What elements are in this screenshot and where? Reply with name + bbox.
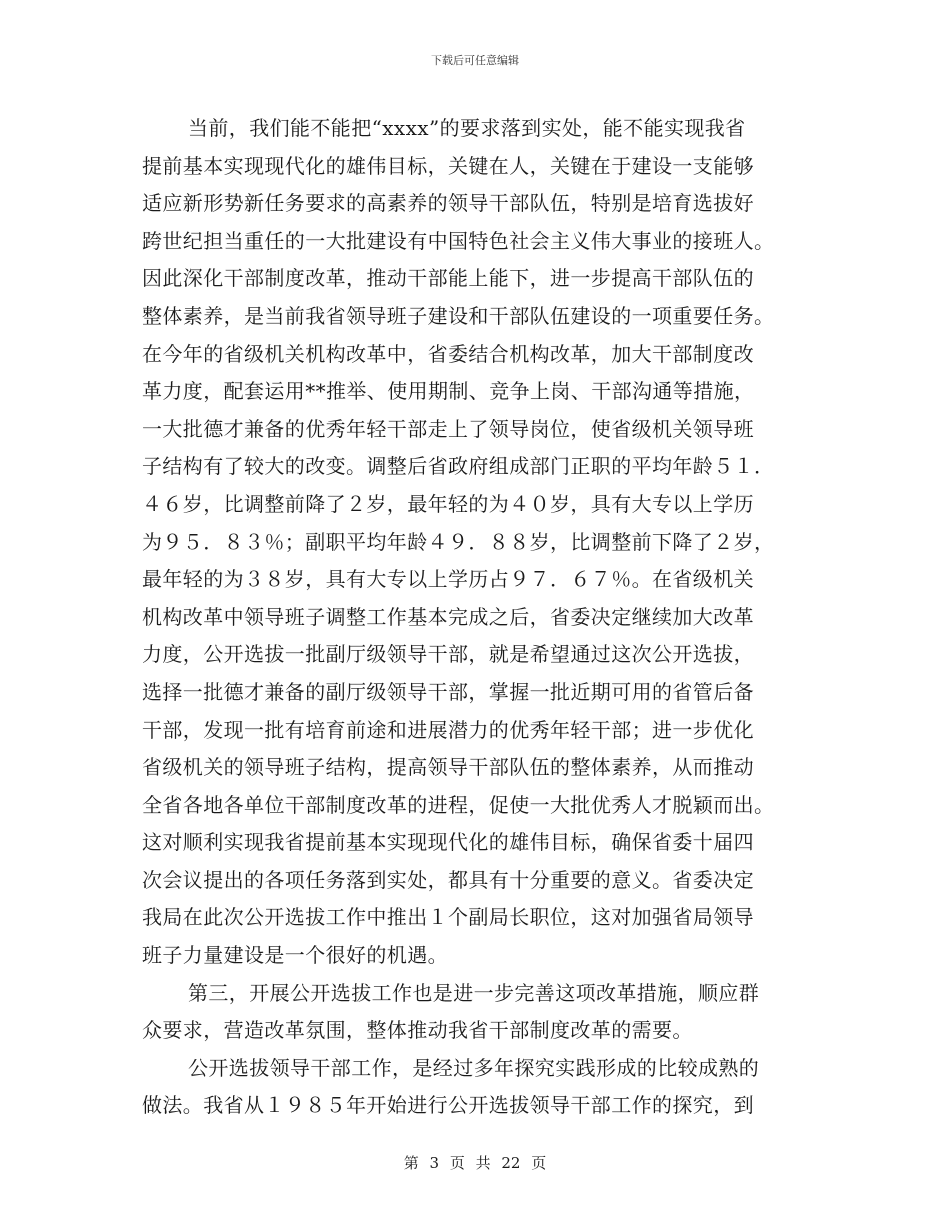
page-header: 下载后可任意编辑: [431, 54, 519, 67]
paragraph-line: 第三，开展公开选拔工作也是进一步完善这项改革措施，顺应群: [188, 980, 760, 1005]
paragraph-line: 干部，发现一批有培育前途和进展潜力的优秀年轻干部；进一步优化: [142, 717, 754, 742]
page-number: 第 3 页 共 22 页: [403, 1154, 547, 1172]
paragraph-line: 做法。我省从１９８５年开始进行公开选拔领导干部工作的探究，到: [142, 1093, 754, 1118]
paragraph-line: 次会议提出的各项任务落到实处，都具有十分重要的意义。省委决定: [142, 867, 754, 892]
paragraph-line: 子结构有了较大的改变。调整后省政府组成部门正职的平均年龄５１．: [142, 454, 775, 479]
paragraph-line: 在今年的省级机关机构改革中，省委结合机构改革，加大干部制度改: [142, 341, 754, 366]
paragraph-line: ４６岁，比调整前降了２岁，最年轻的为４０岁，具有大专以上学历: [142, 491, 754, 516]
paragraph-line: 众要求，营造改革氛围，整体推动我省干部制度改革的需要。: [142, 1018, 693, 1043]
paragraph-line: 整体素养，是当前我省领导班子建设和干部队伍建设的一项重要任务。: [142, 303, 775, 328]
paragraph-line: 我局在此次公开选拔工作中推出１个副局长职位，这对加强省局领导: [142, 905, 754, 930]
paragraph-line: 适应新形势新任务要求的高素养的领导干部队伍，特别是培育选拔好: [142, 191, 754, 216]
paragraph-line: 这对顺利实现我省提前基本实现现代化的雄伟目标，确保省委十届四: [142, 830, 754, 855]
paragraph-line: 选择一批德才兼备的副厅级领导干部，掌握一批近期可用的省管后备: [142, 679, 754, 704]
paragraph-line: 力度，公开选拔一批副厅级领导干部，就是希望通过这次公开选拔，: [142, 642, 754, 667]
paragraph-line: 革力度，配套运用**推举、使用期制、竞争上岗、干部沟通等措施，: [142, 379, 755, 404]
paragraph-line: 跨世纪担当重任的一大批建设有中国特色社会主义伟大事业的接班人。: [142, 228, 775, 253]
paragraph-line: 省级机关的领导班子结构，提高领导干部队伍的整体素养，从而推动: [142, 755, 754, 780]
paragraph-line: 最年轻的为３８岁，具有大专以上学历占９７．６７％。在省级机关: [142, 567, 754, 592]
document-body: [142, 110, 812, 1125]
paragraph-line: 一大批德才兼备的优秀年轻干部走上了领导岗位，使省级机关领导班: [142, 416, 754, 441]
paragraph-line: 因此深化干部制度改革，推动干部能上能下，进一步提高干部队伍的: [142, 266, 754, 291]
paragraph-line: 提前基本实现现代化的雄伟目标，关键在人，关键在于建设一支能够: [142, 153, 754, 178]
paragraph-line: 当前，我们能不能把“xxxx”的要求落到实处，能不能实现我省: [188, 116, 746, 140]
paragraph-line: 公开选拔领导干部工作，是经过多年探究实践形成的比较成熟的: [188, 1055, 760, 1080]
paragraph-line: 班子力量建设是一个很好的机遇。: [142, 943, 448, 968]
paragraph-line: 机构改革中领导班子调整工作基本完成之后，省委决定继续加大改革: [142, 604, 754, 629]
paragraph-line: 为９５．８３％；副职平均年龄４９．８８岁，比调整前下降了２岁，: [142, 529, 775, 554]
paragraph-line: 全省各地各单位干部制度改革的进程，促使一大批优秀人才脱颖而出。: [142, 792, 775, 817]
